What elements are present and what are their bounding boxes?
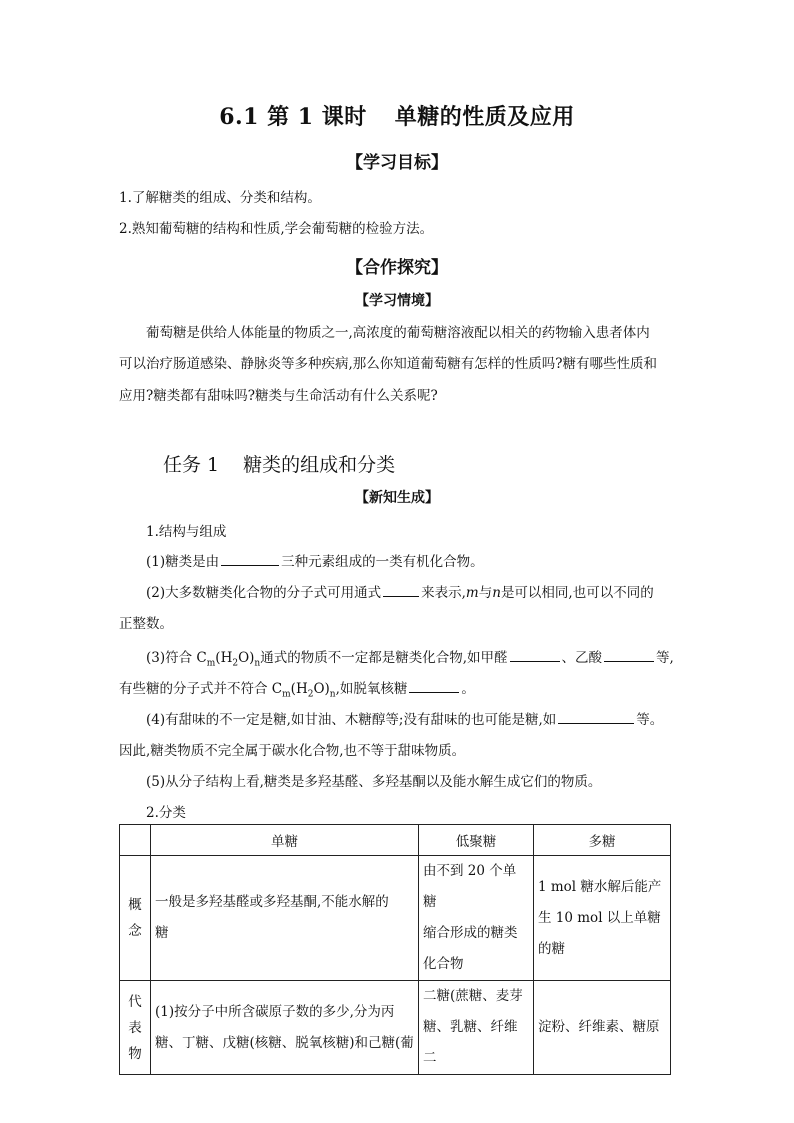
table-corner-cell [120,825,151,856]
cell-mono-examples [151,981,419,1075]
q3-blank-acetic-acid[interactable] [604,647,654,662]
cell-oligo-examples [419,981,534,1075]
q3-line2-c: O) [313,681,330,697]
q3-line2-e: 。 [461,681,475,697]
q2-var-m: m [465,585,479,601]
q2-text-a: (2)大多数糖类化合物的分子式可用通式 [146,585,382,601]
q3-line2-sub-2: 2 [307,689,314,700]
q1-text-b: 三种元素组成的一类有机化合物。 [281,554,484,570]
q2-text-b: 来表示, [421,585,466,601]
title-topic: 单糖的性质及应用 [394,104,575,130]
objectives-heading: 【学习目标】 [346,153,448,173]
cell-line: 缩合形成的糖类 [423,925,518,941]
cell-line: 二糖(蔗糖、麦芽 [423,988,523,1004]
point-structure: 1.结构与组成 [146,524,227,540]
q3-line2-sub-m: m [282,689,291,700]
q2-blank[interactable] [383,582,419,597]
row-label-line: 物 [128,1045,142,1062]
point-classification: 2.分类 [146,805,186,821]
q3-text-b: (H [215,650,233,666]
situation-line-2: 可以治疗肠道感染、静脉炎等多种疾病,那么你知道葡萄糖有怎样的性质吗?糖有哪些性质和 [119,356,658,372]
q3-line2-a: 有些糖的分子式并不符合 C [119,681,283,697]
q3-text-a: (3)符合 C [146,650,207,666]
q3-sub-2: 2 [232,658,239,669]
q1-blank[interactable] [221,551,279,566]
table-row [120,856,671,981]
new-knowledge-heading: 【新知生成】 [355,490,439,506]
question-4 [146,708,663,728]
q3-blank-deoxyribose[interactable] [409,678,459,693]
explore-heading: 【合作探究】 [346,258,448,278]
cell-line: 的糖 [538,940,565,957]
classification-table [119,824,671,1075]
task-heading [163,450,395,477]
cell-line: (1)按分子中所含碳原子数的多少,分为丙 [155,1003,395,1020]
q2-text-d: 是可以相同,也可以不同的 [500,585,654,601]
header-monosaccharide: 单糖 [151,825,419,856]
row-label-concept [120,856,151,981]
q3-blank-formaldehyde[interactable] [510,647,560,662]
situation-line-1: 葡萄糖是供给人体能量的物质之一,高浓度的葡萄糖溶液配以相关的药物输入患者体内 [146,325,650,341]
q2-var-n: n [492,585,501,601]
row-label-line: 代表 [128,993,142,1036]
q3-text-d: 通式的物质不一定都是糖类化合物,如甲醛 [260,650,508,666]
situation-heading: 【学习情境】 [355,293,439,309]
q3-sub-n: n [254,658,261,669]
q2-text-c: 与 [478,585,493,601]
cell-poly-examples [534,981,671,1075]
cell-oligo-concept [419,856,534,981]
cell-poly-concept [534,856,671,981]
cell-mono-concept [151,856,419,981]
page-title [0,100,794,131]
question-5: (5)从分子结构上看,糖类是多羟基醛、多羟基酮以及能水解生成它们的物质。 [146,774,602,790]
cell-line: 1 mol 糖水解后能产 [538,878,662,895]
table-header-row [120,825,671,856]
question-2-cont: 正整数。 [119,616,173,632]
q4-text-a: (4)有甜味的不一定是糖,如甘油、木糖醇等;没有甜味的也可能是糖,如 [146,712,557,728]
question-3-cont [119,677,475,700]
q3-text-e: 、乙酸 [561,650,603,666]
header-oligosaccharide: 低聚糖 [419,825,534,856]
objective-item-2: 2.熟知葡萄糖的结构和性质,学会葡萄糖的检验方法。 [119,221,434,237]
q3-text-c: O) [238,650,255,666]
cell-line: 糖、乳糖、纤维二 [423,1019,518,1066]
q3-line2-d: ,如脱氧核糖 [335,681,408,697]
q3-line2-b: (H [290,681,308,697]
question-3 [146,646,674,669]
row-label-examples [120,981,151,1075]
task-title: 糖类的组成和分类 [243,454,396,476]
question-4-cont: 因此,糖类物质不完全属于碳水化合物,也不等于甜味物质。 [119,743,466,759]
cell-line: 一般是多羟基醛或多羟基酮,不能水解的 [155,894,389,910]
q3-line2-sub-n: n [329,689,336,700]
cell-line: 由不到 20 个单糖 [423,863,517,910]
objective-item-1: 1.了解糖类的组成、分类和结构。 [119,190,321,206]
cell-line: 生 10 mol 以上单糖 [538,909,661,926]
q3-sub-m: m [206,658,216,669]
situation-line-3: 应用?糖类都有甜味吗?糖类与生命活动有什么关系呢? [119,388,438,404]
title-number: 6.1 [219,104,259,130]
title-lesson: 第 1 课时 [267,104,367,130]
cell-line: 糖、丁糖、戊糖(核糖、脱氧核糖)和己糖(葡 [155,1034,414,1051]
table-row [120,981,671,1075]
cell-line: 糖 [155,925,169,941]
row-label-line: 概念 [128,897,142,939]
header-polysaccharide: 多糖 [534,825,671,856]
question-2 [146,581,654,601]
q1-text-a: (1)糖类是由 [146,554,220,570]
cell-line: 淀粉、纤维素、糖原 [538,1019,660,1035]
cell-line: 化合物 [423,956,464,972]
q3-text-f: 等, [656,650,674,666]
q4-text-b: 等。 [636,712,664,728]
q4-blank[interactable] [558,709,634,724]
task-label: 任务 1 [163,454,220,476]
question-1 [146,550,484,570]
